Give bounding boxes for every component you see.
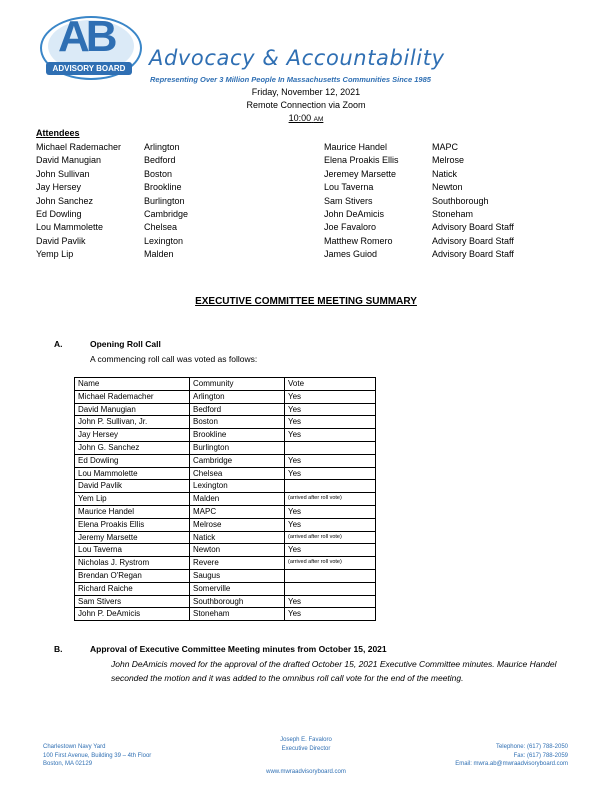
attendee-community: Stoneham — [432, 209, 474, 219]
logo-banner: ADVISORY BOARD — [46, 62, 132, 75]
roll-call-row — [75, 531, 376, 544]
attendee-community: Melrose — [432, 155, 465, 166]
attendees-title: Attendees — [36, 128, 80, 138]
roll-call-row — [75, 557, 376, 570]
footer-contact — [455, 743, 568, 769]
roll-call-vote: Yes — [285, 429, 376, 442]
attendee-name: David Pavlik — [36, 235, 86, 246]
section-b-heading: Approval of Executive Committee Meeting minutes from October 15, 2021 — [90, 644, 387, 654]
roll-call-community: Cambridge — [190, 454, 285, 467]
roll-call-name: Richard Raiche — [75, 582, 190, 595]
roll-call-community: Melrose — [190, 518, 285, 531]
attendee-community: Boston — [144, 168, 173, 179]
attendee-community: Burlington — [144, 195, 185, 206]
section-b-body: John DeAmicis moved for the approval of the drafted October 15, 2021 Executive Committee minutes. Maurice Handel seconded the motion and it was added to the omnibus roll call vote for the end of the meeting. — [111, 659, 557, 683]
col-header-vote: Vote — [285, 378, 376, 391]
roll-call-name: David Pavlik — [75, 480, 190, 493]
footer-website[interactable]: www.mwraadvisoryboard.com — [266, 769, 346, 775]
roll-call-community: Somerville — [190, 582, 285, 595]
attendee-community: Natick — [432, 168, 458, 179]
attendee-community: Lexington — [144, 235, 184, 246]
section-a-intro: A commencing roll call was voted as follows: — [90, 354, 258, 364]
roll-call-row — [75, 416, 376, 429]
roll-call-community: Brookline — [190, 429, 285, 442]
roll-call-row — [75, 390, 376, 403]
attendee-community: Newton — [432, 182, 463, 193]
attendee-name: Jay Hersey — [36, 182, 82, 193]
org-title: Advocacy & Accountability — [149, 46, 445, 70]
roll-call-vote: Yes — [285, 416, 376, 429]
org-tagline: Representing Over 3 Million People In Massachusetts Communities Since 1985 — [150, 75, 431, 84]
roll-call-name: Ed Dowling — [75, 454, 190, 467]
roll-call-community: Malden — [190, 493, 285, 506]
roll-call-name: Jay Hersey — [75, 429, 190, 442]
meeting-date: Friday, November 12, 2021 — [251, 87, 361, 97]
roll-call-name: John G. Sanchez — [75, 441, 190, 454]
roll-call-community: Burlington — [190, 441, 285, 454]
attendee-community: Cambridge — [144, 209, 189, 219]
roll-call-vote: (arrived after roll vote) — [285, 493, 376, 506]
roll-call-row — [75, 595, 376, 608]
roll-call-community: Saugus — [190, 569, 285, 582]
roll-call-name: Maurice Handel — [75, 505, 190, 518]
section-a-heading: Opening Roll Call — [90, 339, 161, 349]
roll-call-row — [75, 480, 376, 493]
footer-fax: Fax: (617) 788-2059 — [513, 752, 568, 759]
roll-call-name: Jeremy Marsette — [75, 531, 190, 544]
attendee-name: John Sullivan — [36, 168, 90, 179]
roll-call-row — [75, 582, 376, 595]
meeting-time — [0, 113, 612, 123]
roll-call-vote — [285, 441, 376, 454]
attendee-community: Arlington — [144, 142, 180, 152]
roll-call-vote: Yes — [285, 595, 376, 608]
attendee-community: MAPC — [432, 142, 459, 152]
roll-call-name: John P. DeAmicis — [75, 608, 190, 621]
roll-call-vote — [285, 582, 376, 595]
attendee-name: James Guiod — [324, 249, 378, 260]
roll-call-community: MAPC — [190, 505, 285, 518]
roll-call-row — [75, 493, 376, 506]
roll-call-vote: Yes — [285, 390, 376, 403]
attendee-name: Jeremey Marsette — [324, 168, 397, 179]
roll-call-name: Lou Taverna — [75, 544, 190, 557]
attendee-name: Matthew Romero — [324, 235, 393, 246]
attendee-name: Joe Favaloro — [324, 222, 377, 233]
col-header-name: Name — [75, 378, 190, 391]
attendee-name: David Manugian — [36, 155, 102, 166]
roll-call-community: Southborough — [190, 595, 285, 608]
attendee-community: Chelsea — [144, 222, 178, 233]
attendee-name: John Sanchez — [36, 195, 94, 206]
meeting-time-suffix: AM — [313, 116, 324, 123]
meeting-location: Remote Connection via Zoom — [246, 100, 366, 110]
roll-call-name: Nicholas J. Rystrom — [75, 557, 190, 570]
roll-call-community: Boston — [190, 416, 285, 429]
roll-call-name: John P. Sullivan, Jr. — [75, 416, 190, 429]
roll-call-name: Brendan O'Regan — [75, 569, 190, 582]
roll-call-row — [75, 569, 376, 582]
attendee-community: Southborough — [432, 195, 489, 206]
roll-call-row — [75, 544, 376, 557]
footer-telephone: Telephone: (617) 788-2050 — [495, 744, 568, 750]
roll-call-vote: Yes — [285, 454, 376, 467]
roll-call-row — [75, 441, 376, 454]
roll-call-vote: (arrived after roll vote) — [285, 531, 376, 544]
attendee-name: Elena Proakis Ellis — [324, 155, 399, 166]
roll-call-name: Sam Stivers — [75, 595, 190, 608]
footer-director-title: Executive Director — [281, 745, 331, 752]
roll-call-row — [75, 454, 376, 467]
roll-call-header-row — [75, 378, 376, 391]
section-b-letter: B. — [54, 644, 63, 654]
roll-call-row — [75, 403, 376, 416]
attendee-community: Advisory Board Staff — [432, 249, 514, 260]
roll-call-community: Chelsea — [190, 467, 285, 480]
attendee-community: Bedford — [144, 155, 176, 166]
col-header-community: Community — [190, 378, 285, 391]
roll-call-row — [75, 429, 376, 442]
section-a-letter: A. — [54, 339, 63, 349]
roll-call-vote: Yes — [285, 518, 376, 531]
attendee-name: Ed Dowling — [36, 209, 82, 219]
footer-director-name: Joseph E. Favaloro — [280, 737, 332, 743]
attendee-community: Advisory Board Staff — [432, 235, 514, 246]
roll-call-community: Bedford — [190, 403, 285, 416]
roll-call-name: Yem Lip — [75, 493, 190, 506]
summary-title: EXECUTIVE COMMITTEE MEETING SUMMARY — [195, 296, 417, 307]
attendee-name: Michael Rademacher — [36, 142, 122, 152]
logo-letters: AB — [58, 12, 114, 61]
roll-call-row — [75, 608, 376, 621]
roll-call-table — [74, 377, 376, 621]
attendee-name: Yemp Lip — [36, 249, 74, 260]
roll-call-name: Michael Rademacher — [75, 390, 190, 403]
attendee-name: Maurice Handel — [324, 142, 388, 152]
roll-call-row — [75, 467, 376, 480]
attendee-community: Brookline — [144, 182, 182, 193]
attendee-community: Advisory Board Staff — [432, 222, 514, 233]
roll-call-community: Stoneham — [190, 608, 285, 621]
attendee-community: Malden — [144, 249, 174, 260]
roll-call-vote: Yes — [285, 467, 376, 480]
roll-call-community: Natick — [190, 531, 285, 544]
roll-call-community: Lexington — [190, 480, 285, 493]
roll-call-vote: Yes — [285, 505, 376, 518]
attendee-name: Sam Stivers — [324, 195, 373, 206]
roll-call-vote — [285, 480, 376, 493]
roll-call-vote — [285, 569, 376, 582]
attendee-name: John DeAmicis — [324, 209, 385, 219]
roll-call-community: Arlington — [190, 390, 285, 403]
roll-call-vote: Yes — [285, 544, 376, 557]
roll-call-vote: Yes — [285, 403, 376, 416]
footer-address-line2: 100 First Avenue, Building 39 – 4th Floor — [43, 752, 152, 759]
attendee-name: Lou Mammolette — [36, 222, 104, 233]
meeting-time-value: 10:00 — [288, 113, 312, 123]
roll-call-community: Newton — [190, 544, 285, 557]
attendee-name: Lou Taverna — [324, 182, 374, 193]
roll-call-name: Elena Proakis Ellis — [75, 518, 190, 531]
roll-call-name: Lou Mammolette — [75, 467, 190, 480]
roll-call-vote: Yes — [285, 608, 376, 621]
footer-email[interactable]: Email: mwra.ab@mwraadvisoryboard.com — [455, 761, 568, 767]
roll-call-row — [75, 505, 376, 518]
roll-call-row — [75, 518, 376, 531]
roll-call-name: David Manugian — [75, 403, 190, 416]
roll-call-community: Revere — [190, 557, 285, 570]
footer-address-line1: Charlestown Navy Yard — [43, 744, 106, 750]
footer-address-line3: Boston, MA 02129 — [43, 761, 93, 767]
roll-call-vote: (arrived after roll vote) — [285, 557, 376, 570]
